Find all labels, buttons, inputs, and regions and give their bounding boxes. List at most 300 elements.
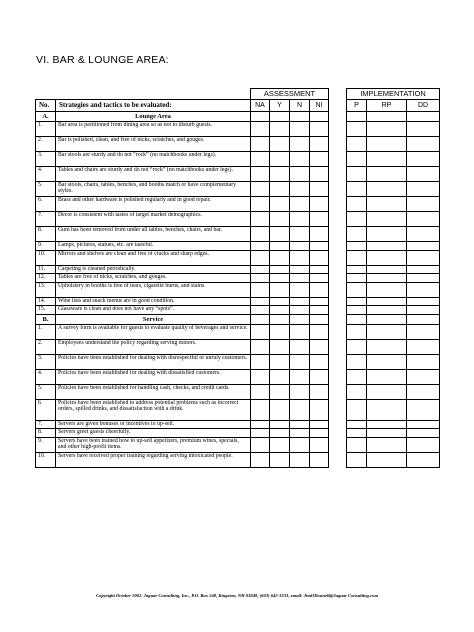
checkbox-na[interactable] xyxy=(251,354,270,369)
checkbox-rp[interactable] xyxy=(367,274,407,283)
checkbox-n[interactable] xyxy=(290,197,310,212)
checkbox-p[interactable] xyxy=(347,227,367,242)
checkbox-p[interactable] xyxy=(347,429,367,438)
checklist-row xyxy=(36,399,329,420)
checkbox-ni[interactable] xyxy=(310,227,329,242)
checkbox-cell[interactable] xyxy=(270,112,290,122)
checkbox-dd[interactable] xyxy=(407,227,440,242)
checkbox-rp[interactable] xyxy=(367,399,407,420)
checkbox-na[interactable] xyxy=(251,282,270,297)
checkbox-na[interactable] xyxy=(251,167,270,182)
checkbox-rp[interactable] xyxy=(367,212,407,227)
checkbox-n[interactable] xyxy=(290,437,310,452)
checklist-row xyxy=(36,324,329,339)
checkbox-y[interactable] xyxy=(270,437,290,452)
checkbox-dd[interactable] xyxy=(407,212,440,227)
checkbox-na[interactable] xyxy=(251,152,270,167)
checkbox-n[interactable] xyxy=(290,369,310,384)
checkbox-dd[interactable] xyxy=(407,274,440,283)
checkbox-cell[interactable] xyxy=(367,112,407,122)
checkbox-n[interactable] xyxy=(290,152,310,167)
checkbox-dd[interactable] xyxy=(407,324,440,339)
checkbox-p[interactable] xyxy=(347,420,367,429)
checkbox-rp[interactable] xyxy=(367,452,407,467)
checkbox-p[interactable] xyxy=(347,250,367,265)
checkbox-rp[interactable] xyxy=(367,324,407,339)
checkbox-p[interactable] xyxy=(347,324,367,339)
checkbox-ni[interactable] xyxy=(310,152,329,167)
checkbox-n[interactable] xyxy=(290,429,310,438)
checklist-row xyxy=(36,429,329,438)
implementation-row xyxy=(347,306,440,315)
checkbox-ni[interactable] xyxy=(310,384,329,399)
implementation-row xyxy=(347,250,440,265)
item-number: 1. xyxy=(36,122,56,137)
checkbox-cell[interactable] xyxy=(347,314,367,324)
checkbox-p[interactable] xyxy=(347,274,367,283)
checkbox-dd[interactable] xyxy=(407,339,440,354)
checkbox-na[interactable] xyxy=(251,452,270,467)
checkbox-na[interactable] xyxy=(251,399,270,420)
checkbox-na[interactable] xyxy=(251,324,270,339)
item-text: A survey form is available for guests to evaluate quality of beverages and service. xyxy=(56,324,251,339)
checkbox-n[interactable] xyxy=(290,227,310,242)
checkbox-p[interactable] xyxy=(347,297,367,306)
checkbox-rp[interactable] xyxy=(367,242,407,251)
checkbox-p[interactable] xyxy=(347,354,367,369)
checkbox-p[interactable] xyxy=(347,399,367,420)
checkbox-cell[interactable] xyxy=(310,314,329,324)
page-title: VI. BAR & LOUNGE AREA: xyxy=(36,54,169,66)
checkbox-rp[interactable] xyxy=(367,297,407,306)
item-number: 6. xyxy=(36,399,56,420)
checkbox-n[interactable] xyxy=(290,324,310,339)
checkbox-y[interactable] xyxy=(270,420,290,429)
checkbox-y[interactable] xyxy=(270,167,290,182)
checkbox-ni[interactable] xyxy=(310,369,329,384)
checkbox-p[interactable] xyxy=(347,197,367,212)
column-header-no: No. xyxy=(36,100,56,112)
item-number: 13. xyxy=(36,282,56,297)
item-number: 10. xyxy=(36,250,56,265)
checkbox-n[interactable] xyxy=(290,297,310,306)
item-text: Servers have been trained how to up-sell appetizers, premium wines, specials, and other high-profit items. xyxy=(56,437,251,452)
group-header-row xyxy=(347,89,440,100)
checkbox-n[interactable] xyxy=(290,399,310,420)
checkbox-rp[interactable] xyxy=(367,369,407,384)
assessment-header: ASSESSMENT xyxy=(251,89,329,100)
checkbox-na[interactable] xyxy=(251,420,270,429)
checkbox-rp[interactable] xyxy=(367,429,407,438)
checkbox-y[interactable] xyxy=(270,384,290,399)
checklist-row xyxy=(36,437,329,452)
checklist-row xyxy=(36,297,329,306)
item-number: 8. xyxy=(36,227,56,242)
checkbox-y[interactable] xyxy=(270,274,290,283)
checkbox-n[interactable] xyxy=(290,282,310,297)
checkbox-p[interactable] xyxy=(347,212,367,227)
item-text: Policies have been established for dealing with dissatisfied customers. xyxy=(56,369,251,384)
item-text: Glassware is clean and does not have any “spots”. xyxy=(56,306,251,315)
item-number: 11. xyxy=(36,265,56,274)
checkbox-ni[interactable] xyxy=(310,399,329,420)
item-text: Bar stools, chairs, tables, benches, and booths match or have complementary styles. xyxy=(56,182,251,197)
item-number: 3. xyxy=(36,152,56,167)
checkbox-p[interactable] xyxy=(347,137,367,152)
item-text: Gum has been removed from under all tables, benches, chairs, and bar. xyxy=(56,227,251,242)
checkbox-dd[interactable] xyxy=(407,265,440,274)
checkbox-ni[interactable] xyxy=(310,354,329,369)
item-number: 1. xyxy=(36,324,56,339)
item-text: Decor is consistent with tastes of target market demographics. xyxy=(56,212,251,227)
checkbox-y[interactable] xyxy=(270,429,290,438)
checkbox-n[interactable] xyxy=(290,452,310,467)
checkbox-ni[interactable] xyxy=(310,324,329,339)
item-text: Servers have received proper training regarding serving intoxicated people. xyxy=(56,452,251,467)
checkbox-y[interactable] xyxy=(270,399,290,420)
checkbox-rp[interactable] xyxy=(367,227,407,242)
checklist-row xyxy=(36,384,329,399)
checkbox-na[interactable] xyxy=(251,369,270,384)
checkbox-na[interactable] xyxy=(251,339,270,354)
checkbox-ni[interactable] xyxy=(310,420,329,429)
implementation-row xyxy=(347,369,440,384)
checkbox-cell[interactable] xyxy=(270,314,290,324)
implementation-row xyxy=(347,339,440,354)
checkbox-y[interactable] xyxy=(270,339,290,354)
checkbox-ni[interactable] xyxy=(310,306,329,315)
implementation-row xyxy=(347,265,440,274)
checkbox-p[interactable] xyxy=(347,182,367,197)
checkbox-dd[interactable] xyxy=(407,167,440,182)
checkbox-rp[interactable] xyxy=(367,437,407,452)
checkbox-na[interactable] xyxy=(251,297,270,306)
checkbox-p[interactable] xyxy=(347,122,367,137)
checklist-row xyxy=(36,167,329,182)
item-text: Bar stools are sturdy and do not “rock” (no matchbooks under legs). xyxy=(56,152,251,167)
item-number: 4. xyxy=(36,167,56,182)
checkbox-p[interactable] xyxy=(347,452,367,467)
implementation-row xyxy=(347,242,440,251)
checklist-row xyxy=(36,339,329,354)
checkbox-na[interactable] xyxy=(251,429,270,438)
implementation-row xyxy=(347,429,440,438)
checkbox-p[interactable] xyxy=(347,282,367,297)
checkbox-ni[interactable] xyxy=(310,429,329,438)
checkbox-cell[interactable] xyxy=(367,314,407,324)
checkbox-na[interactable] xyxy=(251,197,270,212)
item-text: Lamps, pictures, statues, etc. are tasteful. xyxy=(56,242,251,251)
checkbox-dd[interactable] xyxy=(407,399,440,420)
implementation-row xyxy=(347,182,440,197)
checklist-row xyxy=(36,420,329,429)
checklist-row xyxy=(36,182,329,197)
item-text: Servers are given bonuses or incentives to up-sell. xyxy=(56,420,251,429)
column-header-row xyxy=(347,100,440,112)
checkbox-y[interactable] xyxy=(270,282,290,297)
checkbox-ni[interactable] xyxy=(310,265,329,274)
checklist-row xyxy=(36,152,329,167)
implementation-row xyxy=(347,274,440,283)
checkbox-dd[interactable] xyxy=(407,250,440,265)
implementation-row xyxy=(347,399,440,420)
checkbox-dd[interactable] xyxy=(407,152,440,167)
checkbox-y[interactable] xyxy=(270,242,290,251)
checkbox-ni[interactable] xyxy=(310,182,329,197)
checkbox-p[interactable] xyxy=(347,339,367,354)
checkbox-n[interactable] xyxy=(290,167,310,182)
item-text: Brass and other hardware is polished regularly and in good repair. xyxy=(56,197,251,212)
checkbox-dd[interactable] xyxy=(407,420,440,429)
item-number: 4. xyxy=(36,369,56,384)
checklist-row xyxy=(36,265,329,274)
item-text: Bar is polished, clean, and free of nicks, scratches, and gouges. xyxy=(56,137,251,152)
checkbox-p[interactable] xyxy=(347,437,367,452)
checkbox-y[interactable] xyxy=(270,324,290,339)
checkbox-dd[interactable] xyxy=(407,452,440,467)
item-number: 7. xyxy=(36,420,56,429)
item-number: 5. xyxy=(36,384,56,399)
item-number: 2. xyxy=(36,339,56,354)
checklist-row xyxy=(36,242,329,251)
checklist-row xyxy=(36,250,329,265)
checkbox-ni[interactable] xyxy=(310,212,329,227)
header-spacer xyxy=(36,89,251,100)
checkbox-y[interactable] xyxy=(270,182,290,197)
implementation-row xyxy=(347,452,440,467)
checkbox-rp[interactable] xyxy=(367,265,407,274)
checkbox-cell[interactable] xyxy=(290,112,310,122)
section-title: Lounge Area xyxy=(56,112,251,122)
checkbox-na[interactable] xyxy=(251,122,270,137)
checkbox-y[interactable] xyxy=(270,265,290,274)
checkbox-n[interactable] xyxy=(290,274,310,283)
checkbox-dd[interactable] xyxy=(407,137,440,152)
checkbox-dd[interactable] xyxy=(407,306,440,315)
checkbox-p[interactable] xyxy=(347,369,367,384)
checkbox-na[interactable] xyxy=(251,137,270,152)
checklist-row xyxy=(36,282,329,297)
checkbox-ni[interactable] xyxy=(310,297,329,306)
checkbox-y[interactable] xyxy=(270,152,290,167)
checkbox-rp[interactable] xyxy=(367,137,407,152)
checkbox-y[interactable] xyxy=(270,354,290,369)
checkbox-p[interactable] xyxy=(347,242,367,251)
checkbox-n[interactable] xyxy=(290,306,310,315)
checkbox-na[interactable] xyxy=(251,250,270,265)
item-text: Tables are free of nicks, scratches, and gouges. xyxy=(56,274,251,283)
column-header-row xyxy=(36,100,329,112)
checkbox-p[interactable] xyxy=(347,167,367,182)
checkbox-n[interactable] xyxy=(290,137,310,152)
checklist-row xyxy=(36,137,329,152)
checkbox-dd[interactable] xyxy=(407,282,440,297)
checkbox-p[interactable] xyxy=(347,152,367,167)
checkbox-ni[interactable] xyxy=(310,339,329,354)
checkbox-y[interactable] xyxy=(270,197,290,212)
checkbox-y[interactable] xyxy=(270,250,290,265)
checkbox-cell[interactable] xyxy=(251,112,270,122)
checkbox-cell[interactable] xyxy=(290,314,310,324)
checklist-row xyxy=(36,452,329,467)
checkbox-rp[interactable] xyxy=(367,339,407,354)
checkbox-n[interactable] xyxy=(290,250,310,265)
item-text: Wine lists and snack menus are in good condition. xyxy=(56,297,251,306)
implementation-row xyxy=(347,137,440,152)
checkbox-dd[interactable] xyxy=(407,242,440,251)
checkbox-dd[interactable] xyxy=(407,122,440,137)
checkbox-ni[interactable] xyxy=(310,197,329,212)
column-header-y: Y xyxy=(270,100,290,112)
checkbox-na[interactable] xyxy=(251,274,270,283)
checkbox-rp[interactable] xyxy=(367,354,407,369)
checkbox-y[interactable] xyxy=(270,137,290,152)
checkbox-dd[interactable] xyxy=(407,197,440,212)
implementation-row xyxy=(347,197,440,212)
checkbox-rp[interactable] xyxy=(367,167,407,182)
checkbox-p[interactable] xyxy=(347,306,367,315)
checkbox-dd[interactable] xyxy=(407,437,440,452)
implementation-row xyxy=(347,212,440,227)
item-text: Policies have been established for handling cash, checks, and credit cards. xyxy=(56,384,251,399)
column-header-ni: NI xyxy=(310,100,329,112)
checkbox-y[interactable] xyxy=(270,369,290,384)
checkbox-n[interactable] xyxy=(290,384,310,399)
checkbox-cell[interactable] xyxy=(347,112,367,122)
checkbox-na[interactable] xyxy=(251,182,270,197)
section-letter: B. xyxy=(36,314,56,324)
item-text: Carpeting is cleaned periodically. xyxy=(56,265,251,274)
checkbox-n[interactable] xyxy=(290,242,310,251)
checkbox-na[interactable] xyxy=(251,306,270,315)
checkbox-dd[interactable] xyxy=(407,384,440,399)
checkbox-ni[interactable] xyxy=(310,452,329,467)
implementation-row xyxy=(347,354,440,369)
checklist-row xyxy=(36,274,329,283)
checkbox-n[interactable] xyxy=(290,354,310,369)
checklist-row xyxy=(36,354,329,369)
checkbox-ni[interactable] xyxy=(310,437,329,452)
checkbox-ni[interactable] xyxy=(310,242,329,251)
checkbox-ni[interactable] xyxy=(310,122,329,137)
checkbox-p[interactable] xyxy=(347,384,367,399)
checkbox-y[interactable] xyxy=(270,122,290,137)
copyright-footer: Copyright October 2002, Jaguar Consulting, Inc., P.O. Box 548, Kingston, NH 03848, (603) 642-3333, email: JimODonnell@Jaguar Consulting.com xyxy=(95,593,379,598)
checkbox-y[interactable] xyxy=(270,297,290,306)
assessment-table xyxy=(35,88,329,468)
checkbox-cell[interactable] xyxy=(407,112,440,122)
item-number: 10. xyxy=(36,452,56,467)
checkbox-rp[interactable] xyxy=(367,250,407,265)
checkbox-dd[interactable] xyxy=(407,182,440,197)
checkbox-n[interactable] xyxy=(290,122,310,137)
implementation-row xyxy=(347,152,440,167)
item-number: 7. xyxy=(36,212,56,227)
section-header-row xyxy=(36,112,329,122)
checkbox-dd[interactable] xyxy=(407,297,440,306)
checkbox-rp[interactable] xyxy=(367,152,407,167)
implementation-row xyxy=(347,167,440,182)
checkbox-y[interactable] xyxy=(270,306,290,315)
checkbox-na[interactable] xyxy=(251,384,270,399)
item-number: 5. xyxy=(36,182,56,197)
implementation-row xyxy=(347,227,440,242)
checkbox-cell[interactable] xyxy=(407,314,440,324)
checkbox-n[interactable] xyxy=(290,265,310,274)
column-header-rp: RP xyxy=(367,100,407,112)
checkbox-n[interactable] xyxy=(290,212,310,227)
checkbox-dd[interactable] xyxy=(407,354,440,369)
checkbox-n[interactable] xyxy=(290,339,310,354)
implementation-row xyxy=(347,437,440,452)
checkbox-y[interactable] xyxy=(270,212,290,227)
checkbox-na[interactable] xyxy=(251,227,270,242)
checklist-row xyxy=(36,122,329,137)
checkbox-n[interactable] xyxy=(290,420,310,429)
checkbox-dd[interactable] xyxy=(407,369,440,384)
implementation-table xyxy=(346,88,440,468)
column-header-na: NA xyxy=(251,100,270,112)
group-header-row xyxy=(36,89,329,100)
checkbox-na[interactable] xyxy=(251,265,270,274)
checkbox-y[interactable] xyxy=(270,227,290,242)
checkbox-ni[interactable] xyxy=(310,250,329,265)
checkbox-dd[interactable] xyxy=(407,429,440,438)
checkbox-ni[interactable] xyxy=(310,274,329,283)
checkbox-na[interactable] xyxy=(251,242,270,251)
item-text: Employees understand the policy regarding serving minors. xyxy=(56,339,251,354)
checkbox-cell[interactable] xyxy=(310,112,329,122)
checkbox-na[interactable] xyxy=(251,212,270,227)
item-text: Upholstery in booths is free of tears, cigarette burns, and stains. xyxy=(56,282,251,297)
item-text: Mirrors and shelves are clean and free of cracks and sharp edges. xyxy=(56,250,251,265)
checkbox-cell[interactable] xyxy=(251,314,270,324)
checkbox-y[interactable] xyxy=(270,452,290,467)
item-text: Tables and chairs are sturdy and do not “rock” (no matchbooks under legs). xyxy=(56,167,251,182)
checkbox-ni[interactable] xyxy=(310,167,329,182)
checkbox-rp[interactable] xyxy=(367,384,407,399)
checkbox-rp[interactable] xyxy=(367,122,407,137)
checkbox-rp[interactable] xyxy=(367,282,407,297)
checkbox-rp[interactable] xyxy=(367,420,407,429)
item-text: Policies have been established for dealing with disrespectful or unruly customers. xyxy=(56,354,251,369)
item-number: 8. xyxy=(36,429,56,438)
item-number: 14. xyxy=(36,297,56,306)
checkbox-ni[interactable] xyxy=(310,282,329,297)
checkbox-ni[interactable] xyxy=(310,137,329,152)
checkbox-rp[interactable] xyxy=(367,182,407,197)
implementation-row xyxy=(347,324,440,339)
column-header-p: P xyxy=(347,100,367,112)
checklist-row xyxy=(36,227,329,242)
item-number: 3. xyxy=(36,354,56,369)
implementation-row xyxy=(347,122,440,137)
implementation-row xyxy=(347,297,440,306)
checkbox-na[interactable] xyxy=(251,437,270,452)
section-header-row xyxy=(36,314,329,324)
column-header-strategies: Strategies and tactics to be evaluated: xyxy=(56,100,251,112)
checkbox-n[interactable] xyxy=(290,182,310,197)
checkbox-p[interactable] xyxy=(347,265,367,274)
section-letter: A. xyxy=(36,112,56,122)
item-number: 15. xyxy=(36,306,56,315)
item-number: 9. xyxy=(36,242,56,251)
checkbox-rp[interactable] xyxy=(367,197,407,212)
checklist-row xyxy=(36,369,329,384)
checkbox-rp[interactable] xyxy=(367,306,407,315)
implementation-header: IMPLEMENTATION xyxy=(347,89,440,100)
implementation-row xyxy=(347,282,440,297)
